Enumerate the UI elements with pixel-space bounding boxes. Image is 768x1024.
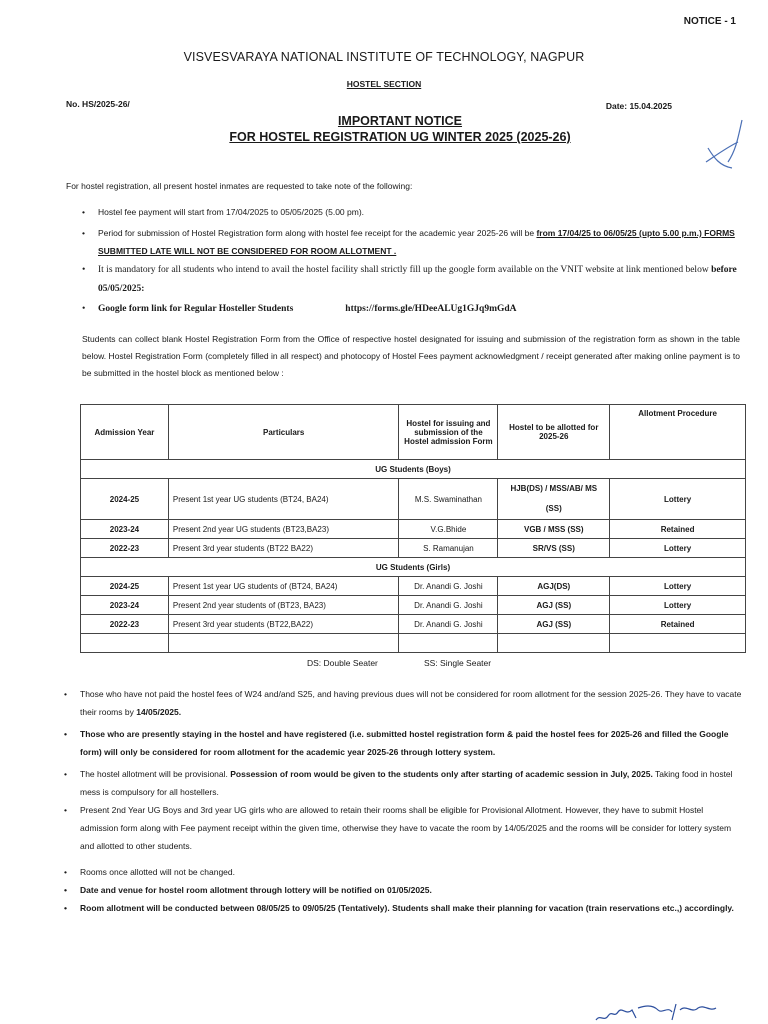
- header-particulars: Particulars: [168, 405, 399, 460]
- cell-particulars: Present 3rd year students (BT22 BA22): [168, 539, 399, 558]
- cell-particulars: Present 3rd year students (BT22,BA22): [168, 615, 399, 634]
- instructions-paragraph: Students can collect blank Hostel Registration Form from the Office of respective hostel designated for issuing and submission of the registration form as shown in the table below. Hostel Registration Form (completely filled in all respect) and photocopy of Hostel Fees payment acknowledgment / receipt generated after making online payment is to be submitted in the hostel block as mentioned below :: [82, 334, 740, 378]
- list-item: • Those who are presently staying in the hostel and have registered (i.e. submitted hostel registration form & paid the hostel fees for 2025-26 and filled the Google form) will only be considered for room allotment for the academic year 2025-26 through lottery system.: [64, 725, 742, 761]
- hostel-allotment-table: [80, 404, 746, 653]
- cell-allotted: SR/VS (SS): [498, 539, 610, 558]
- google-form-link[interactable]: https://forms.gle/HDeeALUg1GJq9mGdA: [345, 304, 517, 314]
- cell-particulars: Present 2nd year students of (BT23, BA23): [168, 596, 399, 615]
- cell-allotted: AGJ (SS): [498, 596, 610, 615]
- cell-year: 2022-23: [81, 615, 169, 634]
- handwritten-mark: [698, 118, 748, 174]
- reference-number: No. HS/2025-26/: [66, 99, 130, 109]
- notice-date: Date: 15.04.2025: [605, 101, 672, 111]
- list-item: • The hostel allotment will be provisional. Possession of room would be given to the students only after starting of academic session in July, 2025. Taking food in hostel mess is compulsory for all hostellers.: [64, 765, 742, 801]
- cell-procedure: Retained: [610, 520, 746, 539]
- cell-year: 2024-25: [81, 577, 169, 596]
- group-boys: UG Students (Boys): [81, 460, 746, 479]
- cell-issuing: S. Ramanujan: [399, 539, 498, 558]
- institute-name: VISVESVARAYA NATIONAL INSTITUTE OF TECHNOLOGY, NAGPUR: [183, 50, 585, 64]
- cell-year: 2024-25: [81, 479, 169, 520]
- table-row: [81, 596, 746, 615]
- handwritten-signature: [592, 996, 722, 1024]
- notice-subtitle: FOR HOSTEL REGISTRATION UG WINTER 2025 (2025-26): [229, 130, 571, 144]
- cell-particulars: Present 1st year UG students of (BT24, BA24): [168, 577, 399, 596]
- header-issuing-hostel: Hostel for issuing and submission of the Hostel admission Form: [399, 405, 498, 460]
- group-girls: UG Students (Girls): [81, 558, 746, 577]
- notes-list: [64, 685, 742, 917]
- cell-procedure: Lottery: [610, 479, 746, 520]
- list-item: • Those who have not paid the hostel fees of W24 and/and S25, and having previous dues will not be considered for room allotment for the session 2025-26. They have to vacate their rooms by 14/05/2025.: [64, 685, 742, 721]
- table-row: [81, 479, 746, 520]
- cell-allotted: AGJ (SS): [498, 615, 610, 634]
- list-item: • It is mandatory for all students who intend to avail the hostel facility shall strictly fill up the google form available on the VNIT website at link mentioned below before 05/05/2025:: [78, 261, 738, 299]
- list-item: • Room allotment will be conducted between 08/05/25 to 09/05/25 (Tentatively). Students shall make their planning for vacation (train reservations etc.,) accordingly.: [64, 899, 742, 917]
- table-header-row: [81, 405, 746, 460]
- cell-issuing: V.G.Bhide: [399, 520, 498, 539]
- group-row: [81, 460, 746, 479]
- cell-procedure: Retained: [610, 615, 746, 634]
- table-row: [81, 615, 746, 634]
- cell-issuing: Dr. Anandi G. Joshi: [399, 577, 498, 596]
- instructions-list: [78, 202, 738, 319]
- cell-allotted: AGJ(DS): [498, 577, 610, 596]
- header-admission-year: Admission Year: [81, 405, 169, 460]
- table-row: [81, 539, 746, 558]
- list-item: • Period for submission of Hostel Registration form along with hostel fee receipt for the academic year 2025-26 will be from 17/04/25 to 06/05/25 (upto 5.00 p.m.) FORMS SUBMITTED LATE WILL NOT BE CONSIDERED FOR ROOM ALLOTMENT .: [78, 224, 738, 260]
- cell-procedure: Lottery: [610, 577, 746, 596]
- cell-procedure: Lottery: [610, 539, 746, 558]
- cell-year: 2023-24: [81, 520, 169, 539]
- cell-particulars: Present 2nd year UG students (BT23,BA23): [168, 520, 399, 539]
- notice-title: IMPORTANT NOTICE: [337, 114, 463, 128]
- table-row: [81, 520, 746, 539]
- intro-text: For hostel registration, all present hostel inmates are requested to take note of the following:: [66, 181, 413, 191]
- cell-issuing: Dr. Anandi G. Joshi: [399, 596, 498, 615]
- empty-row: [81, 634, 746, 653]
- table-row: [81, 577, 746, 596]
- legend-single-seater: SS: Single Seater: [424, 658, 492, 668]
- cell-issuing: Dr. Anandi G. Joshi: [399, 615, 498, 634]
- list-item: • Date and venue for hostel room allotment through lottery will be notified on 01/05/2025.: [64, 881, 742, 899]
- cell-year: 2023-24: [81, 596, 169, 615]
- list-item: • Google form link for Regular Hosteller Students https://forms.gle/HDeeALUg1GJq9mGdA: [78, 299, 738, 319]
- group-row: [81, 558, 746, 577]
- legend-double-seater: DS: Double Seater: [307, 658, 378, 668]
- header-allotment-procedure: Allotment Procedure: [610, 405, 746, 460]
- cell-allotted: HJB(DS) / MSS/AB/ MS (SS): [498, 479, 610, 520]
- section-name: HOSTEL SECTION: [346, 79, 422, 89]
- cell-allotted: VGB / MSS (SS): [498, 520, 610, 539]
- list-item: • Rooms once allotted will not be changed.: [64, 863, 742, 881]
- cell-issuing: M.S. Swaminathan: [399, 479, 498, 520]
- cell-procedure: Lottery: [610, 596, 746, 615]
- header-allotted-hostel: Hostel to be allotted for 2025-26: [498, 405, 610, 460]
- list-item: • Hostel fee payment will start from 17/04/2025 to 05/05/2025 (5.00 pm).: [78, 202, 738, 222]
- cell-particulars: Present 1st year UG students (BT24, BA24): [168, 479, 399, 520]
- notice-number: NOTICE - 1: [683, 16, 736, 27]
- list-item: • Present 2nd Year UG Boys and 3rd year UG girls who are allowed to retain their rooms shall be eligible for Provisional Allotment. However, they have to submit Hostel admission form along with Fee payment receipt within the given time, otherwise they have to vacate the room by 14/05/2025 and the rooms will be consider for lottery system and allotted to other students.: [64, 801, 742, 855]
- cell-year: 2022-23: [81, 539, 169, 558]
